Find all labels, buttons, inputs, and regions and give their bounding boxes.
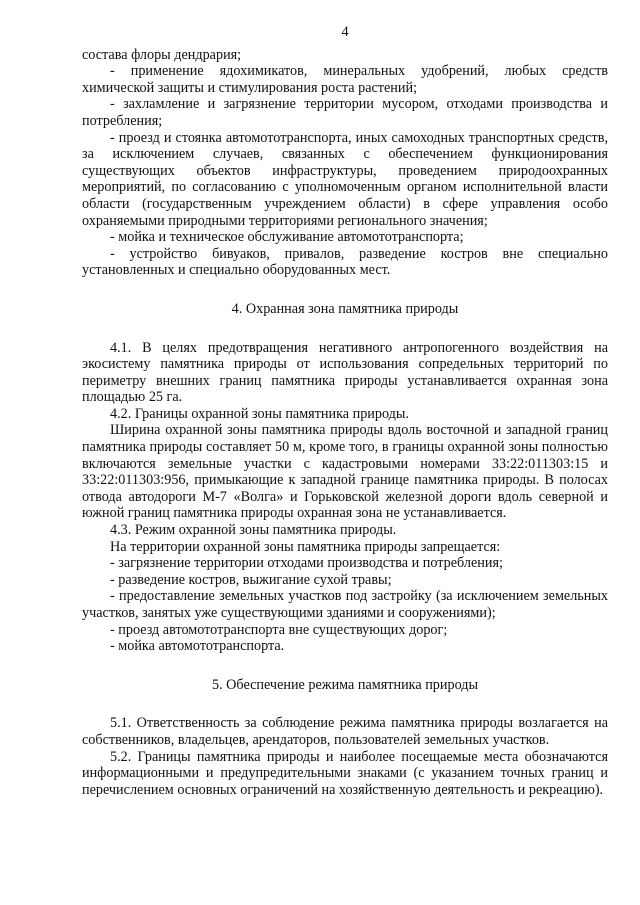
list-item: - разведение костров, выжигание сухой травы; — [110, 571, 392, 588]
list-item: - мойка и техническое обслуживание автомототранспорта; — [110, 229, 464, 246]
section-heading: 5. Обеспечение режима памятника природы — [211, 676, 479, 693]
page-number: 4 — [341, 24, 349, 40]
list-item: - проезд и стоянка автомототранспорта, иных самоходных транспортных средств, за исключением случаев, связанных с обеспечением функционирования существующих объектов инфраструктуры, проведением природоохранных мероприятий, по согласованию с уполномоченным органом исполнительной власти области (государственным учреждением области) в сфере управления особо охраняемыми природными территориями регионального значения; — [82, 129, 608, 229]
list-item: - применение ядохимикатов, минеральных удобрений, любых средств химической защиты и стимулирования роста растений; — [82, 63, 608, 96]
paragraph: 4.2. Границы охранной зоны памятника природы. — [110, 405, 409, 422]
paragraph: 4.3. Режим охранной зоны памятника природы. — [110, 522, 397, 539]
paragraph: Ширина охранной зоны памятника природы вдоль восточной и западной границ памятника природы составляет 50 м, кроме того, в границы охранной зоны полностью включаются земельные участки с кадастровыми номерами 33:22:011303:15 и 33:22:011303:956, примыкающие к западной границе памятника природы. В полосах отвода автодороги М-7 «Волга» и Горьковской железной дороги вдоль северной и южной границ памятника природы охранная зона не устанавливается. — [82, 422, 608, 522]
paragraph: 5.1. Ответственность за соблюдение режима памятника природы возлагается на собственников, владельцев, арендаторов, пользователей земельных участков. — [82, 715, 608, 748]
list-item: - мойка автомототранспорта. — [110, 638, 285, 655]
list-item: - проезд автомототранспорта вне существующих дорог; — [110, 621, 448, 638]
section-heading: 4. Охранная зона памятника природы — [231, 300, 459, 317]
paragraph: 5.2. Границы памятника природы и наиболее посещаемые места обозначаются информационными и предупредительными знаками (с указанием точных границ и перечислением основных ограничений на хозяйственную деятельность и рекреацию). — [82, 748, 608, 798]
paragraph: На территории охранной зоны памятника природы запрещается: — [110, 538, 501, 555]
list-item: - захламление и загрязнение территории мусором, отходами производства и потребления; — [82, 96, 608, 129]
list-item: - загрязнение территории отходами производства и потребления; — [110, 555, 503, 572]
list-item: - устройство бивуаков, привалов, разведение костров вне специально установленных и специально оборудованных мест. — [82, 245, 608, 279]
paragraph: 4.1. В целях предотвращения негативного антропогенного воздействия на экосистему памятника природы от использования сопредельных территорий по периметру внешних границ памятника природы устанавливается охранная зона площадью 25 га. — [82, 339, 608, 406]
list-item: - предоставление земельных участков под застройку (за исключением земельных участков, занятых уже существующими зданиями и сооружениями); — [82, 588, 608, 621]
paragraph: состава флоры дендрария; — [82, 46, 242, 63]
